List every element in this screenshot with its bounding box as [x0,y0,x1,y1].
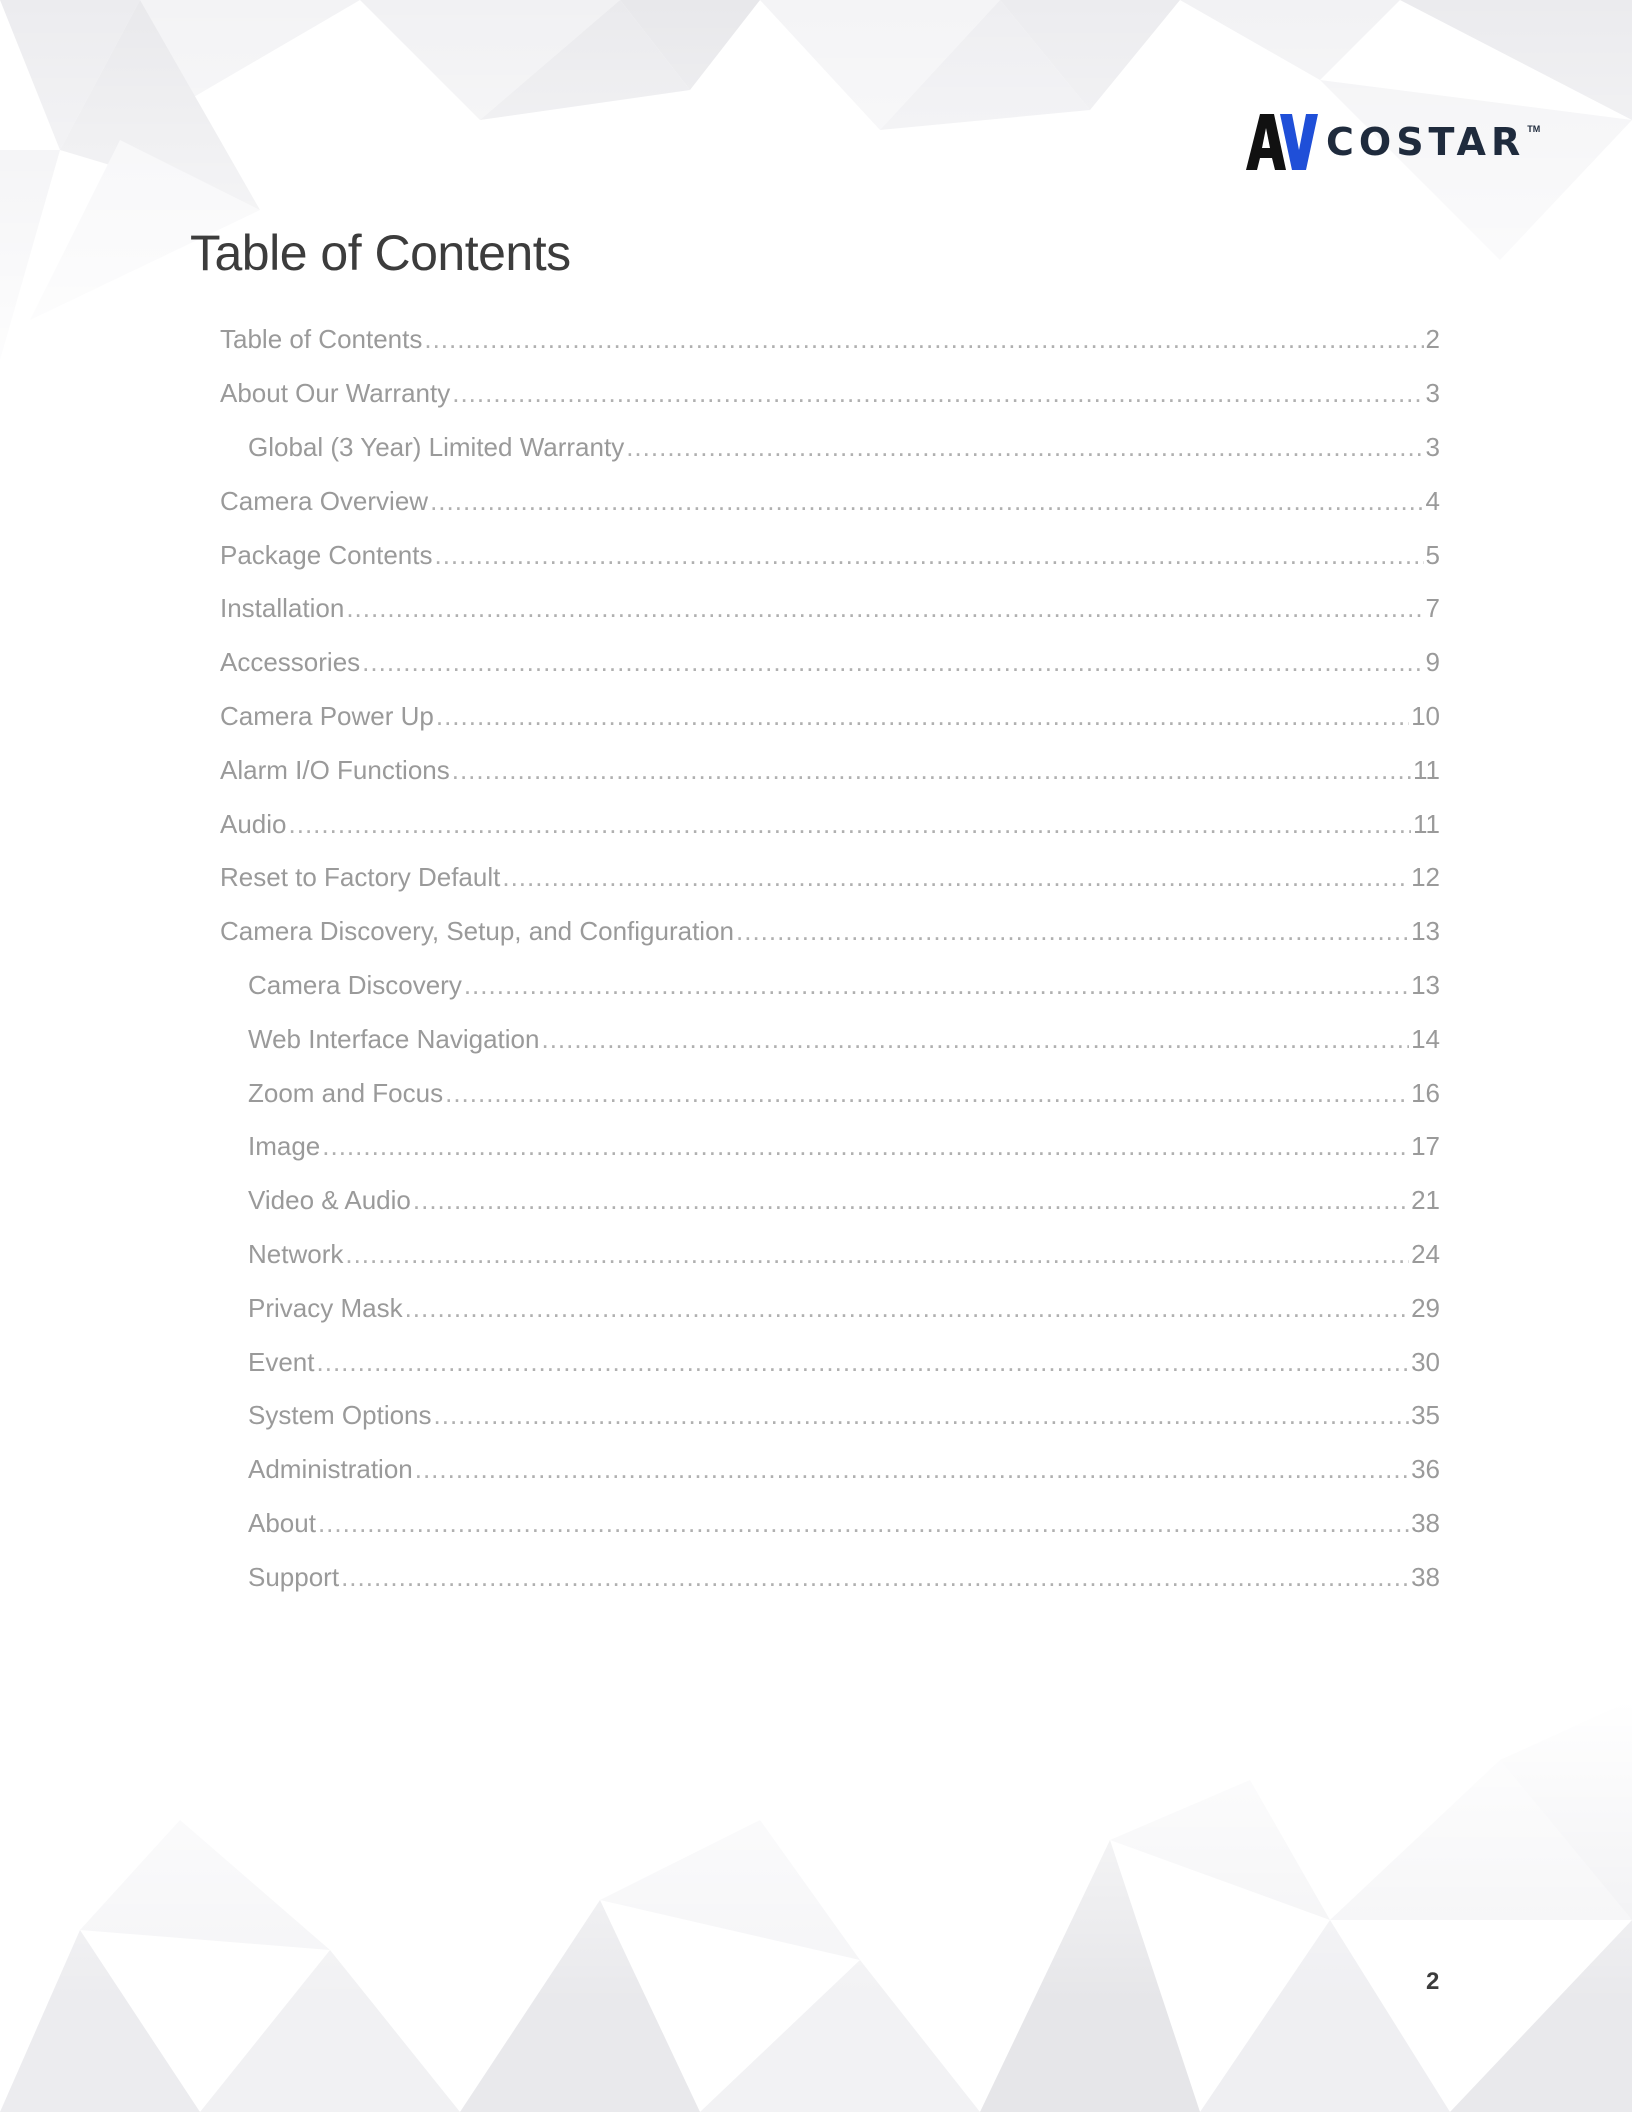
toc-leader-dots [541,1024,1409,1055]
toc-entry[interactable] [220,1228,1440,1282]
toc-entry[interactable] [220,1120,1440,1174]
toc-leader-dots [318,1508,1409,1539]
toc-entry-page: 13 [1411,916,1440,947]
toc-entry[interactable] [220,636,1440,690]
toc-entry-label: About Our Warranty [220,378,451,409]
toc-entry-label: Reset to Factory Default [220,862,501,893]
toc-entry-label: Privacy Mask [248,1292,403,1323]
toc-entry[interactable] [220,959,1440,1013]
table-of-contents [220,313,1440,1604]
toc-leader-dots [415,1454,1409,1485]
toc-entry-page: 5 [1425,539,1440,570]
toc-leader-dots [405,1293,1410,1324]
toc-leader-dots [362,647,1423,678]
toc-entry-page: 35 [1411,1400,1440,1431]
toc-leader-dots [502,862,1409,893]
toc-entry-label: Event [248,1346,315,1377]
toc-leader-dots [430,486,1423,517]
toc-leader-dots [317,1347,1410,1378]
toc-entry[interactable] [220,1281,1440,1335]
toc-entry-page: 17 [1411,1131,1440,1162]
toc-entry-label: Camera Discovery, Setup, and Configuration [220,916,734,947]
toc-entry-page: 12 [1411,862,1440,893]
toc-entry-label: Audio [220,808,287,839]
toc-entry-page: 38 [1411,1561,1440,1592]
av-logo-mark-icon [1246,114,1318,170]
toc-entry-page: 30 [1411,1346,1440,1377]
toc-entry[interactable] [220,1497,1440,1551]
toc-entry-label: Alarm I/O Functions [220,754,450,785]
toc-leader-dots [413,1185,1409,1216]
toc-entry[interactable] [220,1174,1440,1228]
toc-leader-dots [434,1400,1410,1431]
toc-entry-page: 3 [1425,378,1440,409]
logo-wordmark: COSTAR [1326,120,1526,164]
toc-entry-page: 29 [1411,1292,1440,1323]
toc-leader-dots [289,809,1412,840]
toc-leader-dots [345,1239,1409,1270]
toc-entry-page: 10 [1411,700,1440,731]
toc-entry-page: 16 [1411,1077,1440,1108]
toc-entry-page: 24 [1411,1238,1440,1269]
toc-entry-page: 38 [1411,1507,1440,1538]
toc-leader-dots [464,970,1409,1001]
toc-entry-label: Image [248,1131,321,1162]
toc-entry-label: Camera Power Up [220,700,434,731]
toc-leader-dots [736,916,1409,947]
toc-entry[interactable] [220,474,1440,528]
toc-entry[interactable] [220,1443,1440,1497]
toc-entry[interactable] [220,528,1440,582]
toc-entry-page: 11 [1413,808,1440,839]
toc-entry[interactable] [220,1066,1440,1120]
toc-entry-label: Administration [248,1454,413,1485]
toc-entry-label: Camera Discovery [248,969,462,1000]
toc-leader-dots [452,378,1423,409]
page-title: Table of Contents [190,225,571,281]
toc-leader-dots [445,1078,1409,1109]
toc-entry-label: Installation [220,593,345,624]
toc-leader-dots [341,1562,1409,1593]
toc-entry-page: 11 [1413,754,1440,785]
toc-entry-page: 3 [1425,431,1440,462]
toc-entry-page: 7 [1425,593,1440,624]
toc-entry-label: Global (3 Year) Limited Warranty [248,431,625,462]
toc-leader-dots [434,540,1423,571]
toc-entry[interactable] [220,421,1440,475]
toc-entry-label: Video & Audio [248,1185,411,1216]
toc-entry-label: Accessories [220,647,361,678]
toc-entry[interactable] [220,367,1440,421]
toc-entry-page: 4 [1425,485,1440,516]
toc-entry-page: 36 [1411,1454,1440,1485]
toc-leader-dots [346,593,1423,624]
toc-leader-dots [436,701,1409,732]
toc-entry-label: Table of Contents [220,324,423,355]
toc-entry[interactable] [220,797,1440,851]
toc-leader-dots [322,1131,1409,1162]
toc-entry-label: About [248,1507,316,1538]
toc-entry-page: 14 [1411,1023,1440,1054]
toc-entry[interactable] [220,582,1440,636]
toc-entry-label: Package Contents [220,539,433,570]
toc-entry[interactable] [220,1389,1440,1443]
toc-entry-page: 13 [1411,969,1440,1000]
toc-leader-dots [424,324,1423,355]
toc-entry-label: System Options [248,1400,432,1431]
toc-entry-label: Web Interface Navigation [248,1023,540,1054]
toc-entry-label: Network [248,1238,344,1269]
toc-entry[interactable] [220,313,1440,367]
toc-entry[interactable] [220,1335,1440,1389]
page-number: 2 [1426,1968,1440,1995]
toc-entry[interactable] [220,1550,1440,1604]
trademark-symbol: TM [1527,124,1541,134]
toc-entry-label: Zoom and Focus [248,1077,444,1108]
toc-entry[interactable] [220,690,1440,744]
toc-entry-page: 2 [1425,324,1440,355]
toc-leader-dots [626,432,1423,463]
toc-entry[interactable] [220,1012,1440,1066]
toc-entry[interactable] [220,743,1440,797]
toc-entry-label: Camera Overview [220,485,429,516]
toc-entry-page: 9 [1425,647,1440,678]
toc-entry-label: Support [248,1561,340,1592]
toc-entry[interactable] [220,905,1440,959]
av-costar-logo [1246,112,1540,172]
toc-entry-page: 21 [1411,1185,1440,1216]
toc-entry[interactable] [220,851,1440,905]
toc-leader-dots [452,755,1411,786]
